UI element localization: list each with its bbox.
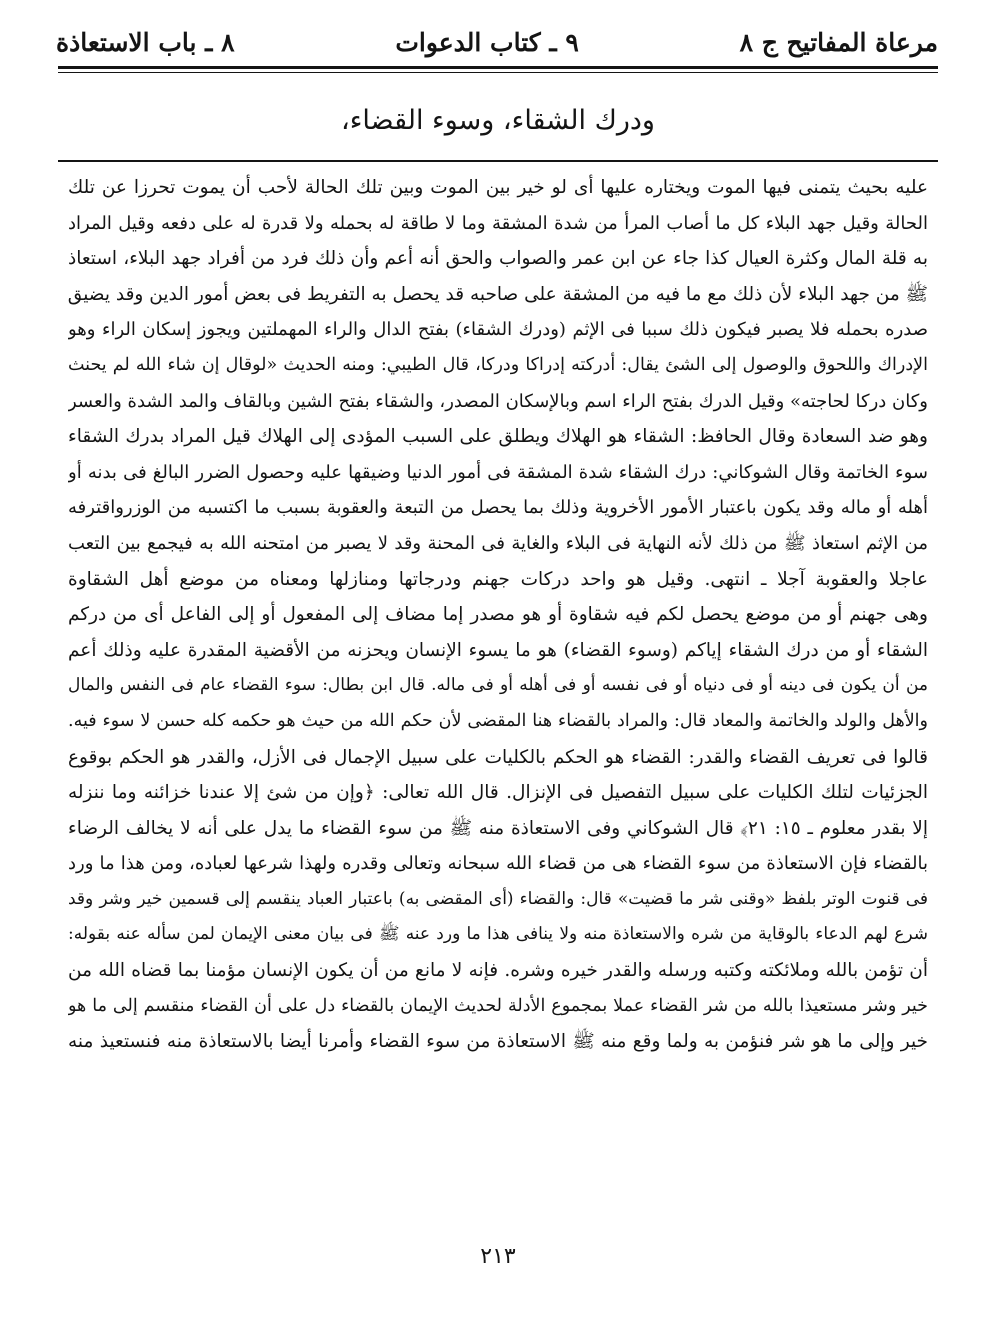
running-header: [56, 20, 938, 64]
commentary-line: عليه بحيث يتمنى فيها الموت ويختاره عليها أى لو خير بين الموت وبين تلك الحالة لأحب أن يموت تحرزا عن تلك: [68, 177, 928, 198]
commentary-line: قالوا فى تعريف القضاء والقدر: القضاء هو الحكم بالكليات على سبيل الإجمال فى الأزل، والقدر هو الحكم بوقوع: [68, 746, 928, 768]
commentary-line: أهله أو ماله وقد يكون باعتبار الأمور الأخروية وذلك بما يحصل من التبعة والعقوبة بسبب ما اكتسبه من الوزرواقترفه: [68, 497, 928, 519]
header-rule-thin: [58, 72, 938, 73]
commentary-line: الجزئيات لتلك الكليات على سبيل التفصيل فى الإنزال. قال الله تعالى: ﴿وإن من شئ إلا عندنا خزائنه وما ننزله: [68, 782, 928, 804]
commentary-line: أن تؤمن بالله وملائكته وكتبه ورسله والقدر خيره وشره. فإنه لا مانع من أن يكون الإنسان مؤمنا بما قضاه الله من: [68, 960, 928, 982]
commentary-line: به قلة المال وكثرة العيال كذا جاء عن ابن عمر والصواب والحق أنه أعم وأن ذلك فرد من أفراد جهد البلاء، استعاذ: [68, 248, 928, 270]
commentary-line: الشقاء أو من درك الشقاء إياكم (وسوء القضاء) هو ما يسوء الإنسان ويحزنه من الأقضية المقدرة عليه وذلك أعم: [68, 639, 928, 661]
commentary-line: والأهل والولد والخاتمة والمعاد قال: والمراد بالقضاء هنا المقضى لأن حكم الله من حيث هو حكمه كله حسن لا سوء فيه.: [68, 710, 928, 731]
matn-separator-rule: [58, 160, 938, 162]
commentary-line: شرع لهم الدعاء بالوقاية من شره والاستعاذة منه ولا ينافى هذا ما ورد عنه ﷺ فى بيان معنى الإيمان لمن سأله عنه بقوله:: [68, 924, 928, 945]
commentary-line: من الإثم استعاذ ﷺ من ذلك لأنه النهاية فى البلاء والغاية فى المحنة وقد لا يصبر من امتحنه الله به فيجمع بين التعب: [68, 532, 928, 554]
commentary-line: بالقضاء فإن الاستعاذة من سوء القضاء هى من قضاء الله سبحانه وتعالى وقدره ولهذا شرعها لعباده، ومن هذا ما ورد: [68, 853, 928, 875]
commentary-line: صدره بحمله فلا يصبر فيكون ذلك سببا فى الإثم (ودرك الشقاء) بفتح الدال والراء المهملتين ويجوز إسكان الراء وهو: [68, 319, 928, 341]
commentary-line: الحالة وقيل جهد البلاء كل ما أصاب المرأ من شدة المشقة وما لا طاقة له بحمله ولا قدرة له على دفعه وقيل المراد: [68, 212, 928, 234]
commentary-line: سوء الخاتمة وقال الشوكاني: درك الشقاء شدة المشقة فى أمور الدنيا وضيقها عليه وحصول الضرر البالغ فى بدنه أو: [68, 461, 928, 483]
commentary-line: عاجلا والعقوبة آجلا ـ انتهى. وقيل هو واحد دركات جهنم ودرجاتها ومنازلها ومعناه من موضع أهل الشقاوة: [68, 568, 928, 590]
header-book-title: مرعاة المفاتيح ج ٨: [739, 27, 938, 57]
header-kitab: ٩ ـ كتاب الدعوات: [395, 27, 579, 57]
commentary-text: [68, 170, 928, 1240]
header-rule: [58, 66, 938, 69]
page-number: ٢١٣: [480, 1244, 516, 1269]
commentary-line: وهو ضد السعادة وقال الحافظ: الشقاء هو الهلاك ويطلق على السبب المؤدى إلى الهلاك قيل المراد بدرك الشقاء: [68, 426, 928, 448]
hadith-matn: ودرك الشقاء، وسوء القضاء،: [341, 105, 655, 136]
commentary-line: من أن يكون فى دينه أو فى دنياه أو فى نفسه أو فى أهله أو فى ماله. قال ابن بطال: سوء القضاء عام فى النفس والمال: [68, 675, 928, 696]
commentary-line: ﷺ من جهد البلاء لأن ذلك مع ما فيه من المشقة على صاحبه قد يحصل به التفريط فى بعض أمور الدين وقد يضيق: [68, 283, 928, 305]
commentary-line: وكان دركا لحاجته» وقيل الدرك بفتح الراء اسم وبالإسكان المصدر، والشقاء بفتح الشين وبالقاف والمد الشدة والعسر: [68, 390, 928, 412]
commentary-line: خير وإلى ما هو شر فنؤمن به ولما وقع منه ﷺ الاستعاذة من سوء القضاء وأمرنا أيضا بالاستعاذة منه فنستعيذ منه: [68, 1031, 928, 1053]
commentary-line: إلا بقدر معلوم ـ ١٥: ٢١﴾ قال الشوكاني وفى الاستعاذة منه ﷺ من سوء القضاء ما يدل على أنه لا يخالف الرضاء: [68, 817, 928, 839]
commentary-line: وهى جهنم أو من موضع يحصل لكم فيه شقاوة أو هو مصدر إما مضاف إلى المفعول أو إلى الفاعل أى من دركم: [68, 604, 928, 626]
commentary-line: خير وشر مستعيذا بالله من شر القضاء عملا بمجموع الأدلة لحديث الإيمان بالقضاء دل على أن القضاء منقسم إلى ما هو: [68, 995, 928, 1016]
commentary-line: فى قنوت الوتر بلفظ «وقنى شر ما قضيت» قال: والقضاء (أى المقضى به) باعتبار العباد ينقسم إلى قسمين خير وشر وقد: [68, 888, 928, 909]
commentary-line: الإدراك واللحوق والوصول إلى الشئ يقال: أدركته إدراكا ودركا، قال الطيبي: ومنه الحديث «لوقال إن شاء الله لم يحنث: [68, 354, 928, 375]
header-bab: ٨ ـ باب الاستعاذة: [56, 27, 235, 57]
